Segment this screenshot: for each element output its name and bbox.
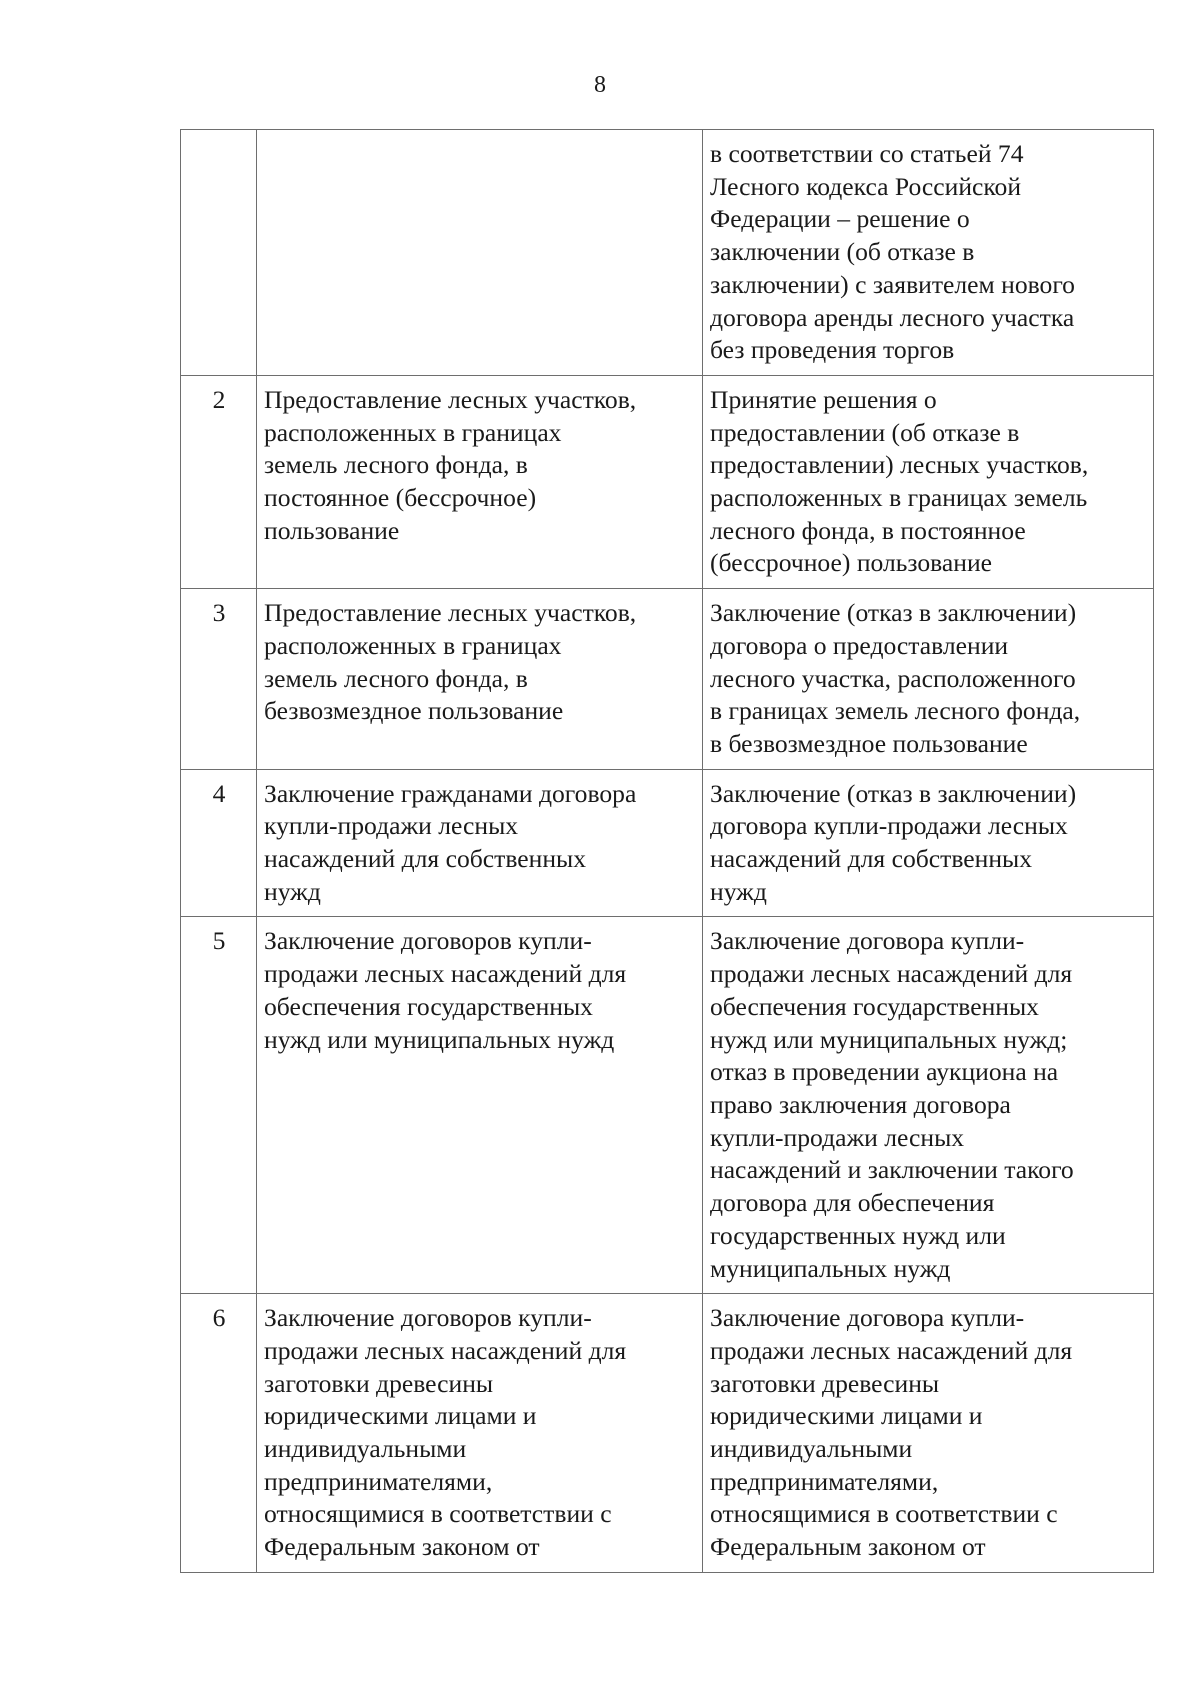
row-number-cell	[181, 589, 257, 770]
service-name-line: продажи лесных насаждений для	[264, 1335, 627, 1365]
service-name-cell	[257, 1294, 703, 1573]
service-result-line: муниципальных нужд	[710, 1253, 951, 1283]
service-result-line: право заключения договора	[710, 1089, 1011, 1119]
service-result-line: договора купли-продажи лесных	[710, 811, 1068, 841]
service-result-line: индивидуальными	[710, 1434, 913, 1464]
service-result-line: предоставлении) лесных участков,	[710, 450, 1089, 480]
service-result-line: в границах земель лесного фонда,	[710, 696, 1081, 726]
service-name-line: нужд или муниципальных нужд	[264, 1024, 615, 1054]
service-name-line: безвозмездное пользование	[264, 696, 564, 726]
service-name-line: Федеральным законом от	[264, 1532, 540, 1562]
service-result-line: заключении) с заявителем нового	[710, 269, 1075, 299]
service-result-line: Федерации – решение о	[710, 204, 970, 234]
service-name-line: Заключение договоров купли-	[264, 926, 592, 956]
service-name-line: Предоставление лесных участков,	[264, 384, 637, 414]
table-row	[181, 769, 1154, 917]
service-result-line: насаждений и заключении такого	[710, 1155, 1074, 1185]
service-result-line: лесного участка, расположенного	[710, 663, 1076, 693]
service-name-line: Заключение договоров купли-	[264, 1303, 592, 1333]
service-name-line: расположенных в границах	[264, 630, 562, 660]
service-result-line: нужд или муниципальных нужд;	[710, 1024, 1068, 1054]
service-result-line: предпринимателями,	[710, 1466, 939, 1496]
table-body	[181, 130, 1154, 1573]
service-name-line: заготовки древесины	[264, 1368, 494, 1398]
service-result-line: договора для обеспечения	[710, 1188, 995, 1218]
row-number-cell	[181, 917, 257, 1294]
service-result-line: Принятие решения о	[710, 384, 937, 414]
service-name-line: Предоставление лесных участков,	[264, 598, 637, 628]
service-result-line: отказ в проведении аукциона на	[710, 1057, 1059, 1087]
page-number: 8	[594, 72, 606, 98]
service-result-line: Заключение договора купли-	[710, 926, 1025, 956]
service-result-line: государственных нужд или	[710, 1220, 1006, 1250]
service-result-line: заключении (об отказе в	[710, 237, 975, 267]
service-result-line: относящимися в соответствии с	[710, 1499, 1058, 1529]
service-result-line: продажи лесных насаждений для	[710, 959, 1073, 989]
service-result-line: расположенных в границах земель	[710, 483, 1088, 513]
service-name-line: нужд	[264, 876, 321, 906]
service-result-cell	[703, 769, 1154, 917]
service-name-line: индивидуальными	[264, 1434, 467, 1464]
service-name-line: обеспечения государственных	[264, 991, 593, 1021]
service-name-line: пользование	[264, 515, 400, 545]
service-name-cell	[257, 589, 703, 770]
service-result-line: Заключение договора купли-	[710, 1303, 1025, 1333]
service-result-line: заготовки древесины	[710, 1368, 940, 1398]
services-table	[180, 129, 1154, 1573]
service-result-line: насаждений для собственных	[710, 844, 1033, 874]
service-result-line: юридическими лицами и	[710, 1401, 983, 1431]
service-name-cell	[257, 375, 703, 588]
service-name-line: Заключение гражданами договора	[264, 778, 637, 808]
service-result-line: обеспечения государственных	[710, 991, 1039, 1021]
service-result-line: в соответствии со статьей 74	[710, 139, 1024, 168]
service-result-line: предоставлении (об отказе в	[710, 417, 1020, 447]
row-number: 4	[212, 778, 226, 808]
service-name-line: купли-продажи лесных	[264, 811, 519, 841]
service-result-cell	[703, 589, 1154, 770]
service-name-line: расположенных в границах	[264, 417, 562, 447]
service-result-line: Федеральным законом от	[710, 1532, 986, 1562]
row-number: 3	[212, 598, 226, 628]
service-name-line: относящимися в соответствии с	[264, 1499, 612, 1529]
row-number-cell	[181, 375, 257, 588]
row-number: 5	[212, 926, 226, 956]
service-name-line: земель лесного фонда, в	[264, 663, 528, 693]
row-number: 6	[212, 1303, 226, 1333]
service-result-line: купли-продажи лесных	[710, 1122, 965, 1152]
table-row	[181, 375, 1154, 588]
service-result-line: договора о предоставлении	[710, 630, 1009, 660]
table-row	[181, 917, 1154, 1294]
service-name-line: предпринимателями,	[264, 1466, 493, 1496]
service-result-cell	[703, 1294, 1154, 1573]
service-result-line: в безвозмездное пользование	[710, 728, 1028, 758]
row-number-cell	[181, 769, 257, 917]
service-result-line: Заключение (отказ в заключении)	[710, 778, 1077, 808]
service-result-line: лесного фонда, в постоянное	[710, 515, 1026, 545]
table-row	[181, 589, 1154, 770]
service-name-line: юридическими лицами и	[264, 1401, 537, 1431]
table-row	[181, 130, 1154, 376]
service-result-line: без проведения торгов	[710, 335, 955, 365]
service-name-line: насаждений для собственных	[264, 844, 587, 874]
service-name-cell	[257, 130, 703, 376]
row-number-cell	[181, 130, 257, 376]
service-result-cell	[703, 130, 1154, 376]
service-result-cell	[703, 375, 1154, 588]
service-result-line: Лесного кодекса Российской	[710, 171, 1022, 201]
row-number: 2	[212, 384, 226, 414]
service-result-line: договора аренды лесного участка	[710, 302, 1075, 332]
service-result-line: продажи лесных насаждений для	[710, 1335, 1073, 1365]
service-name-cell	[257, 769, 703, 917]
service-result-line: нужд	[710, 876, 767, 906]
service-name-cell	[257, 917, 703, 1294]
service-result-line: Заключение (отказ в заключении)	[710, 598, 1077, 628]
service-name-line: постоянное (бессрочное)	[264, 483, 537, 513]
row-number-cell	[181, 1294, 257, 1573]
service-result-cell	[703, 917, 1154, 1294]
service-name-line: земель лесного фонда, в	[264, 450, 528, 480]
service-result-line: (бессрочное) пользование	[710, 548, 993, 578]
table-row	[181, 1294, 1154, 1573]
service-name-line: продажи лесных насаждений для	[264, 959, 627, 989]
